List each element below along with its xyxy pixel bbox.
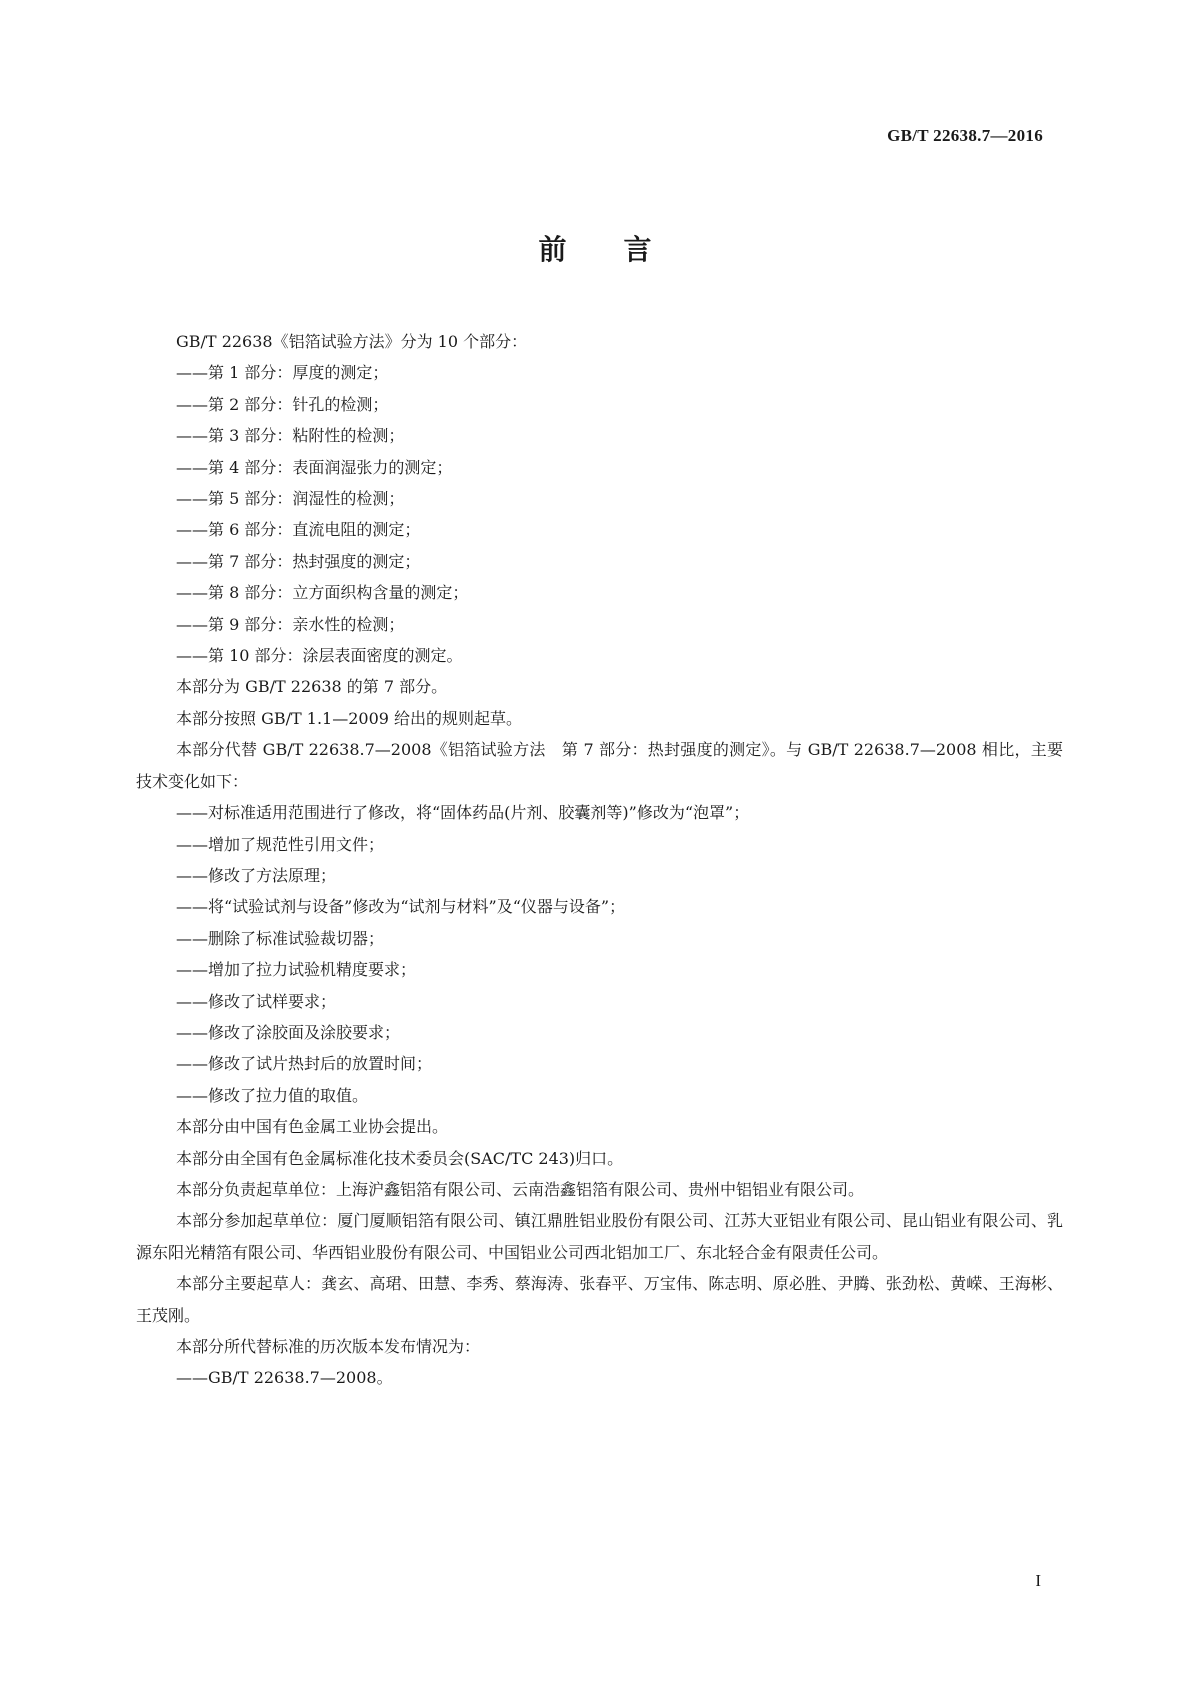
list-item-part-1: ——第 1 部分：厚度的测定；: [176, 363, 389, 383]
paragraph-drafting-rules: 本部分按照 GB/T 1.1—2009 给出的规则起草。: [176, 708, 523, 728]
paragraph-replaces: 本部分代替 GB/T 22638.7—2008《铝箔试验方法 第 7 部分：热封强度的测定》。与 GB/T 22638.7—2008 相比，主要技术变化如下：: [136, 740, 1063, 791]
change-item-principle: ——修改了方法原理；: [176, 865, 337, 885]
page-title: [0, 228, 1191, 268]
paragraph-intro: GB/T 22638《铝箔试验方法》分为 10 个部分：: [176, 332, 528, 351]
change-item-cutter: ——删除了标准试验裁切器；: [176, 928, 385, 948]
list-item-part-8: ——第 8 部分：立方面织构含量的测定；: [176, 583, 469, 603]
change-item-tensile-value: ——修改了拉力值的取值。: [176, 1085, 369, 1105]
change-item-specimen: ——修改了试样要求；: [176, 991, 337, 1011]
list-item-part-7: ——第 7 部分：热封强度的测定；: [176, 551, 421, 571]
foreword-body: [136, 326, 1063, 1394]
standard-number: GB/T 22638.7—2016: [887, 126, 1043, 145]
change-item-scope: ——对标准适用范围进行了修改，将“固体药品(片剂、胶囊剂等)”修改为“泡罩”；: [176, 803, 750, 823]
change-item-storage-time: ——修改了试片热封后的放置时间；: [176, 1054, 433, 1074]
list-item-part-4: ——第 4 部分：表面润湿张力的测定；: [176, 457, 453, 477]
page-title-char-2: 言: [623, 233, 653, 266]
paragraph-participating-drafters: 本部分参加起草单位：厦门厦顺铝箔有限公司、镇江鼎胜铝业股份有限公司、江苏大亚铝业有限公司、昆山铝业有限公司、乳源东阳光精箔有限公司、华西铝业股份有限公司、中国铝业公司西北铝加工厂、东北轻合金有限责任公司。: [136, 1211, 1063, 1262]
list-item-part-3: ——第 3 部分：粘附性的检测；: [176, 426, 405, 446]
list-item-part-2: ——第 2 部分：针孔的检测；: [176, 394, 389, 414]
paragraph-proposed-by: 本部分由中国有色金属工业协会提出。: [176, 1117, 449, 1137]
paragraph-version-history: 本部分所代替标准的历次版本发布情况为：: [176, 1337, 481, 1356]
change-item-reagents: ——将“试验试剂与设备”修改为“试剂与材料”及“仪器与设备”；: [176, 897, 626, 917]
paragraph-responsible-drafters: 本部分负责起草单位：上海沪鑫铝箔有限公司、云南浩鑫铝箔有限公司、贵州中铝铝业有限公司。: [176, 1179, 865, 1199]
list-item-part-5: ——第 5 部分：润湿性的检测；: [176, 489, 405, 509]
list-item-part-10: ——第 10 部分：涂层表面密度的测定。: [176, 646, 463, 666]
page-title-char-1: 前: [538, 233, 568, 266]
paragraph-administered-by: 本部分由全国有色金属标准化技术委员会(SAC/TC 243)归口。: [176, 1148, 624, 1168]
change-item-references: ——增加了规范性引用文件；: [176, 834, 385, 854]
list-item-part-6: ——第 6 部分：直流电阻的测定；: [176, 520, 421, 540]
change-item-coating: ——修改了涂胶面及涂胶要求；: [176, 1022, 401, 1042]
paragraph-main-drafters: 本部分主要起草人：龚玄、高珺、田慧、李秀、蔡海涛、张春平、万宝伟、陈志明、原必胜、尹腾、张劲松、黄嵘、王海彬、王茂刚。: [136, 1274, 1063, 1325]
list-item-part-9: ——第 9 部分：亲水性的检测；: [176, 614, 405, 634]
page-number: I: [1035, 1571, 1041, 1590]
change-item-tester-accuracy: ——增加了拉力试验机精度要求；: [176, 960, 417, 980]
paragraph-part-statement: 本部分为 GB/T 22638 的第 7 部分。: [176, 677, 448, 697]
version-history-item: ——GB/T 22638.7—2008。: [176, 1368, 393, 1388]
